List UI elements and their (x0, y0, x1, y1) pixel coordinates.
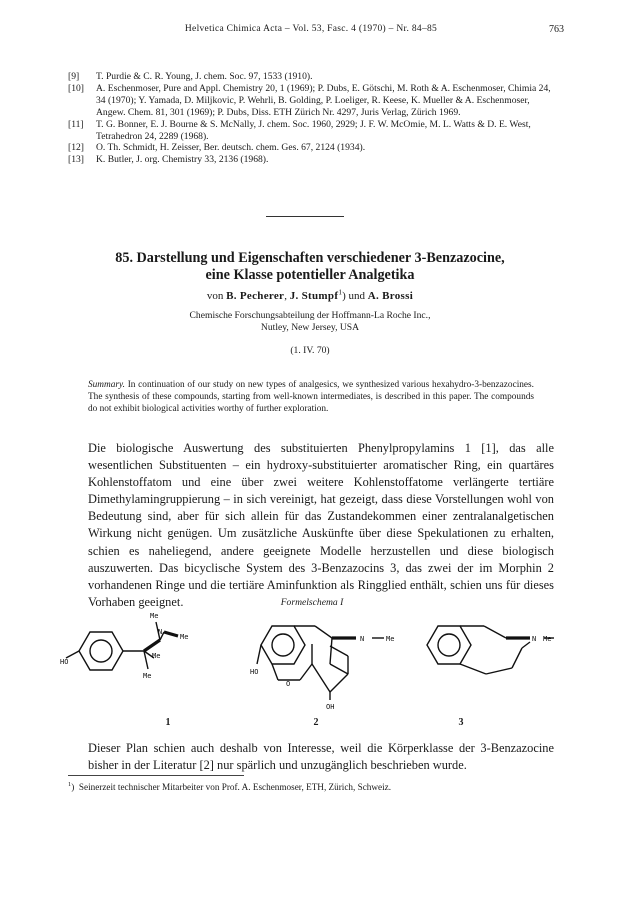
reference-number: [12] (68, 142, 84, 154)
running-header (66, 24, 564, 38)
reference-item (68, 71, 558, 83)
footnote: $^1$) Seinerzeit technischer Mitarbeiter von Prof. A. Eschenmoser, ETH, Zürich, Schweiz. (68, 780, 392, 792)
atom-label: Me (150, 612, 159, 620)
affiliation (60, 310, 560, 334)
summary-label: Summary. (88, 380, 125, 390)
footnote-marker: 1 (338, 287, 343, 297)
atom-label: OH (326, 703, 335, 711)
structure-drawing (60, 612, 560, 712)
body-paragraph: Dieser Plan schien auch deshalb von Interesse, weil die Körperklasse der 3-Benzazocine bisher in der Literatur [2] nur spärlich und unzugänglich beschrieben wurde. (88, 741, 554, 772)
atom-label: N (532, 635, 537, 643)
compound-2-structure (250, 626, 394, 711)
compound-number: 2 (313, 717, 319, 728)
title-line-1: 85. Darstellung und Eigenschaften verschiedener 3-Benzazocine, (115, 250, 505, 266)
authors-prefix: von (206, 290, 224, 302)
reference-number: [9] (68, 71, 80, 82)
section-separator (266, 216, 344, 217)
reference-text: T. Purdie & C. R. Young, J. chem. Soc. 97, 1533 (1910). (96, 71, 313, 82)
reference-text: O. Th. Schmidt, H. Zeisser, Ber. deutsch. chem. Ges. 67, 2124 (1934). (96, 142, 366, 154)
compound-number: 3 (458, 717, 464, 728)
reference-item (68, 154, 558, 166)
reference-item (68, 83, 558, 119)
compound-number: 1 (165, 717, 171, 728)
atom-label: Me (543, 635, 552, 643)
affiliation-line: Chemische Forschungsabteilung der Hoffmann-La Roche Inc., (189, 310, 431, 321)
title-line-2: eine Klasse potentieller Analgetika (205, 267, 415, 283)
summary-text: In continuation of our study on new types of analgesics, we synthesized various hexahydro-3-benzazocines. The synthesis of these compounds, starting from well-known intermediates, is described in this paper. The compounds do not exhibit biological activities worthy of further exploration. (88, 380, 534, 414)
reference-item (68, 119, 558, 143)
reference-item (68, 142, 558, 154)
reference-number: [13] (68, 154, 84, 166)
atom-label: N (360, 635, 365, 643)
summary (88, 379, 534, 415)
authors-conjunction: und (348, 290, 366, 302)
atom-label: Me (152, 652, 161, 660)
footnote-rule (68, 775, 244, 776)
compound-3-structure (427, 626, 554, 674)
received-date: (1. IV. 70) (290, 345, 330, 356)
atom-label: Me (386, 635, 395, 643)
atom-label: O (286, 680, 291, 688)
atom-label: HO (250, 668, 259, 676)
author-name: J. Stumpf (289, 290, 339, 302)
footnote-text: Seinerzeit technischer Mitarbeiter von Prof. A. Eschenmoser, ETH, Zürich, Schweiz. (78, 782, 392, 792)
atom-label: Me (143, 672, 152, 680)
chemical-structures (60, 612, 560, 712)
author-name: A. Brossi (367, 290, 414, 302)
journal-running-title: Helvetica Chimica Acta – Vol. 53, Fasc. 4 (1970) – Nr. 84–85 (184, 24, 438, 34)
author-line: von B. Pecherer, J. Stumpf$^1$) und A. Brossi (206, 287, 414, 302)
reference-text: A. Eschenmoser, Pure and Appl. Chemistry 20, 1 (1969); P. Dubs, E. Götschi, M. Roth & A. Eschenmoser, Chimia 24, 34 (1970); Y. Yamada, D. Miljkovic, P. Wehrli, B. Golding, P. Loeliger, R. Keese, K. Mueller & A. Eschenmoser, Angew. Chem. 81, 301 (1969); P. Dubs, Diss. ETH Zürich Nr. 4297, Juris Verlag, Zürich 1969. (96, 82, 551, 118)
atom-label: N (158, 628, 163, 636)
atom-label: HO (60, 658, 69, 666)
article-title (60, 250, 560, 284)
body-paragraph: Die biologische Auswertung des substituierten Phenylpropylamins 1 [1], das alle wesentlichen Substituenten – ein hydroxy-substituierter aromatischer Ring, ein quartäres Kohlenstoffatom und eine über zwei weitere Kohlenstoffatome verlängerte tertiäre Dimethylamingruppierung – in sich vereinigt, hat gezeigt, dass diese Vorstellungen wohl von Bedeutung sind, aber für sich allein für das Zustandekommen einer zentralanalgetischen Wirkung nicht genügen. Um zusätzliche Auskünfte über diese Spekulationen zu erhalten, schien es naheliegend, andere geeignete Modelle herzustellen und diese biologisch auszuwerten. Das bicyclische System des 3-Benzazocins 3, das zwei der im Morphin 2 vorhandenen Ringe und die tertiäre Aminfunktion als Ringglied enthält, schien uns für dieses Vorhaben geeignet. (88, 441, 554, 609)
reference-text: T. G. Bonner, E. J. Bourne & S. McNally, J. chem. Soc. 1960, 2929; J. F. W. McOmie, M. L. Watts & D. E. West, Tetrahedron 24, 2289 (1968). (96, 118, 531, 142)
reference-number: [10] (68, 82, 84, 94)
affiliation-line: Nutley, New Jersey, USA (260, 322, 360, 333)
atom-label: Me (180, 633, 189, 641)
footnote-number: 1 (68, 780, 72, 788)
reference-list (68, 71, 558, 166)
compound-1-structure (60, 612, 188, 680)
reference-number: [11] (68, 118, 84, 130)
schema-caption: Formelschema I (280, 597, 344, 608)
reference-text: K. Butler, J. org. Chemistry 33, 2136 (1968). (96, 154, 269, 166)
page-number: 763 (549, 24, 564, 35)
author-name: B. Pecherer (226, 290, 285, 302)
